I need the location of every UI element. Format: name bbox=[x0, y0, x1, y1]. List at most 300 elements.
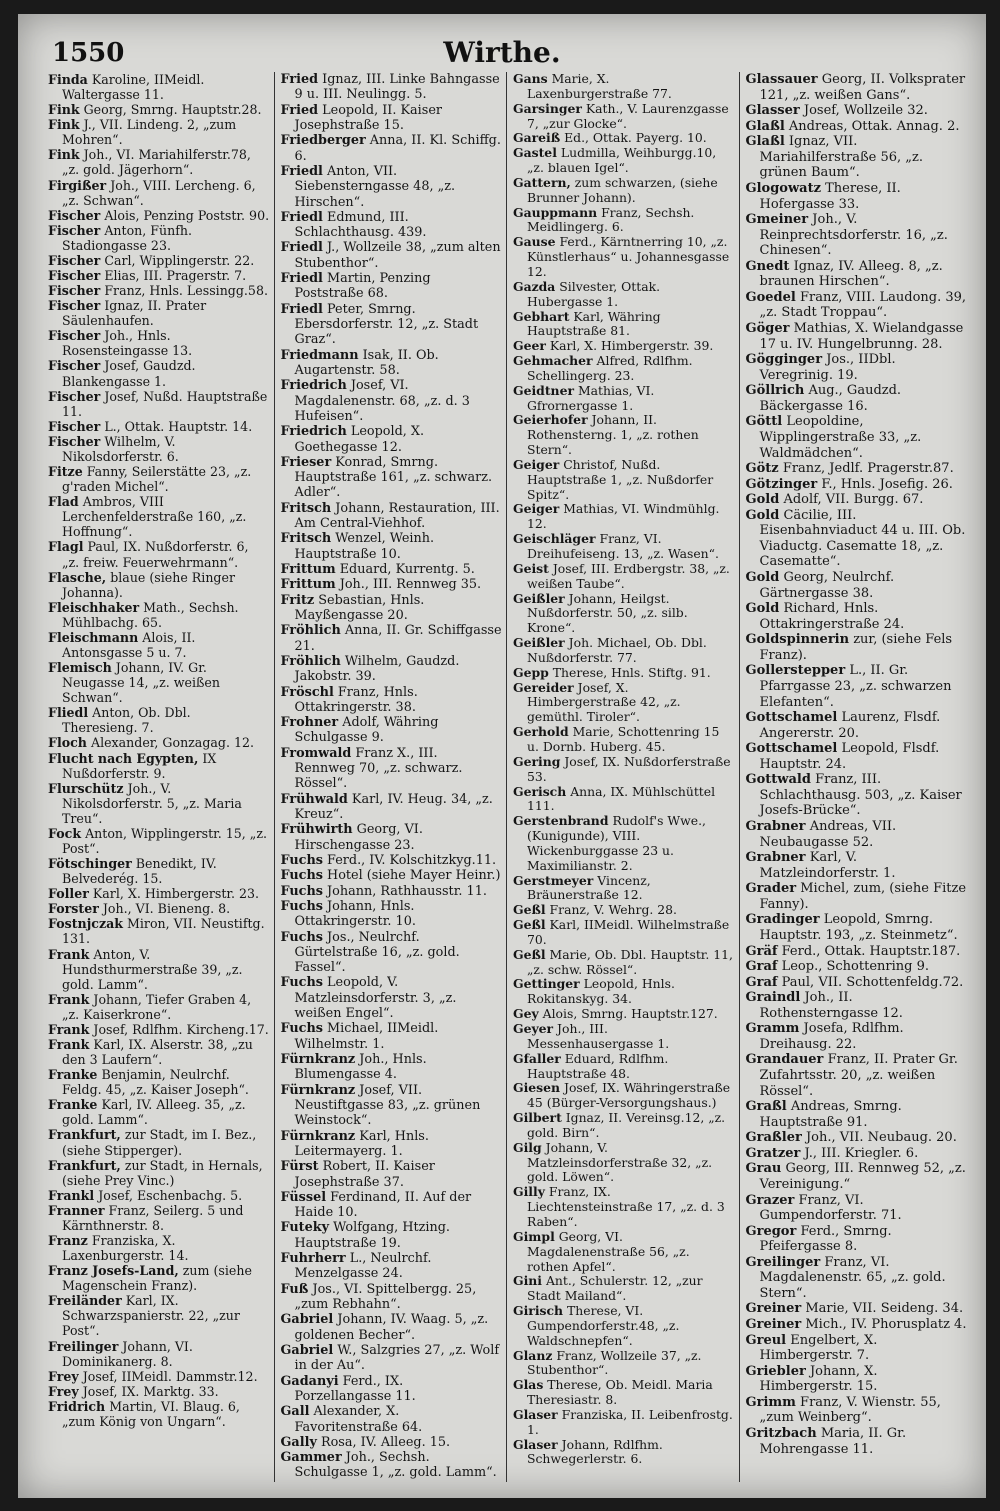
entry-text: Maria, II. Gr. Mohrengasse 11. bbox=[759, 1425, 907, 1457]
entry-name: Fuchs bbox=[280, 898, 323, 914]
directory-entry bbox=[746, 944, 969, 960]
entry-text: Leopold, Flsdf. Hauptstr. 24. bbox=[759, 741, 940, 772]
entry-name: Gerstenbrand bbox=[513, 813, 609, 829]
entry-name: Flasche, bbox=[48, 569, 107, 585]
directory-entry bbox=[48, 178, 270, 208]
entry-name: Gottschamel bbox=[745, 741, 838, 757]
directory-entry bbox=[48, 735, 270, 750]
entry-text: Marie, Schottenring 15 u. Dornb. Huberg. 45. bbox=[527, 724, 720, 754]
directory-entry bbox=[281, 884, 503, 899]
entry-name: Geißler bbox=[513, 635, 565, 651]
entry-name: Glaser bbox=[513, 1406, 558, 1422]
entry-text: Karoline, IIMeidl. Waltergasse 11. bbox=[62, 72, 205, 103]
entry-name: Grandauer bbox=[745, 1052, 824, 1068]
entry-text: Jos., Neulrchf. Gürtelstraße 16, „z. gold. Fassel“. bbox=[294, 929, 460, 976]
entry-name: Fischer bbox=[48, 433, 101, 449]
entry-text: Johann, IV. Gr. Neugasse 14, „z. weißen Schwan“. bbox=[62, 660, 220, 706]
entry-text: Franz X., III. Rennweg 70, „z. schwarz. Rössel“. bbox=[294, 745, 463, 792]
directory-entry bbox=[48, 1158, 270, 1188]
entry-text: Engelbert, X. Himbergerstr. 7. bbox=[759, 1332, 878, 1364]
directory-entry bbox=[513, 1378, 735, 1408]
entry-text: Joh., Sechsh. Schulgasse 1, „z. gold. Lamm“. bbox=[294, 1450, 497, 1481]
entry-text: Ed., Ottak. Payerg. 10. bbox=[564, 130, 707, 146]
entry-name: Frohner bbox=[280, 715, 339, 731]
directory-entry bbox=[48, 1097, 270, 1127]
directory-entry bbox=[48, 494, 270, 539]
entry-text: Benedikt, IV. Belvederég. 15. bbox=[62, 856, 217, 887]
directory-entry bbox=[746, 1364, 969, 1395]
directory-entry bbox=[513, 280, 735, 310]
directory-entry bbox=[746, 259, 969, 290]
entry-name: Fuchs bbox=[280, 883, 323, 899]
directory-entry bbox=[48, 1022, 270, 1037]
entry-text: Ignaz, III. Linke Bahngasse 9 u. III. Neulingg. 5. bbox=[294, 72, 500, 103]
directory-entry bbox=[513, 636, 735, 666]
entry-name: Glogowatz bbox=[745, 180, 821, 196]
directory-entry bbox=[746, 212, 969, 259]
entry-name: Fischer bbox=[48, 388, 101, 404]
entry-name: Gepp bbox=[513, 664, 549, 680]
entry-text: Benjamin, Neulrchf. Feldg. 45, „z. Kaiser Joseph“. bbox=[62, 1067, 249, 1098]
directory-entry bbox=[281, 455, 503, 501]
entry-text: Edmund, III. Schlachthausg. 439. bbox=[294, 209, 427, 241]
entry-name: Gini bbox=[513, 1273, 543, 1289]
entry-name: Füssel bbox=[280, 1189, 327, 1205]
directory-entry bbox=[513, 384, 735, 414]
directory-entry bbox=[48, 901, 270, 916]
directory-entry bbox=[746, 663, 969, 710]
entry-text: Marie, Ob. Dbl. Hauptstr. 11, „z. schw. Rössel“. bbox=[527, 946, 733, 977]
directory-entry bbox=[513, 903, 735, 918]
directory-entry bbox=[281, 1052, 503, 1083]
entry-text: Therese, Ob. Meidl. Maria Theresiastr. 8. bbox=[527, 1377, 713, 1408]
entry-name: Gareiß bbox=[513, 130, 561, 146]
directory-entry bbox=[513, 1111, 735, 1141]
entry-name: Gey bbox=[513, 1006, 539, 1022]
entry-text: Franz, II. Prater Gr. Zufahrtsstr. 20, „z. weißen Rössel“. bbox=[759, 1052, 958, 1099]
entry-name: Friedl bbox=[280, 240, 323, 256]
directory-entry bbox=[48, 419, 270, 434]
entry-text: Ferdinand, II. Auf der Haide 10. bbox=[294, 1189, 472, 1221]
entry-name: Forster bbox=[48, 901, 99, 917]
directory-entry bbox=[746, 601, 969, 632]
entry-text: Michael, IIMeidl. Wilhelmstr. 1. bbox=[294, 1021, 439, 1052]
entry-name: Fromwald bbox=[280, 745, 352, 761]
directory-entry bbox=[281, 1251, 503, 1282]
entry-name: Frankfurt, bbox=[48, 1127, 121, 1143]
entry-name: Grazer bbox=[745, 1192, 795, 1208]
directory-entry bbox=[513, 1230, 735, 1275]
directory-entry bbox=[48, 434, 270, 464]
directory-entry bbox=[281, 424, 503, 455]
entry-name: Fritz bbox=[280, 592, 315, 608]
entry-name: Flemisch bbox=[48, 660, 112, 676]
entry-name: Friedl bbox=[280, 163, 323, 179]
column-2 bbox=[275, 72, 508, 1482]
directory-entry bbox=[48, 947, 270, 992]
entry-text: Richard, Hnls. Ottakringerstraße 24. bbox=[759, 601, 905, 632]
directory-entry bbox=[513, 592, 735, 637]
directory-entry bbox=[281, 1190, 503, 1221]
entry-text: Therese, Hnls. Stiftg. 91. bbox=[552, 664, 711, 680]
entry-text: Leopold, Smrng. Hauptstr. 193, „z. Steinmetz“. bbox=[759, 912, 958, 943]
entry-name: Gimpl bbox=[513, 1228, 555, 1244]
directory-entry bbox=[746, 383, 969, 414]
entry-text: Alois, Penzing Poststr. 90. bbox=[104, 207, 270, 223]
directory-entry bbox=[746, 1333, 969, 1364]
entry-name: Fischer bbox=[48, 298, 101, 314]
entry-text: Karl, Währing Hauptstraße 81. bbox=[527, 308, 661, 339]
entry-text: L., II. Gr. Pfarrgasse 23, „z. schwarzen Elefanten“. bbox=[759, 663, 952, 710]
entry-text: Mathias, VI. Windmühlg. 12. bbox=[527, 501, 720, 532]
entry-text: Andreas, VII. Neubaugasse 52. bbox=[759, 819, 897, 850]
entry-text: Alexander, X. Favoritenstraße 64. bbox=[294, 1404, 423, 1435]
directory-entry bbox=[746, 772, 969, 819]
entry-name: Grader bbox=[745, 881, 797, 897]
entry-text: Adolf, Währing Schulgasse 9. bbox=[294, 715, 439, 746]
entry-text: Alois, II. Antonsgasse 5 u. 7. bbox=[62, 629, 196, 660]
directory-entry bbox=[513, 1349, 735, 1379]
entry-name: Franke bbox=[48, 1097, 98, 1113]
directory-entry bbox=[746, 990, 969, 1021]
directory-entry bbox=[281, 1312, 503, 1343]
entry-text: IX Nußdorferstr. 9. bbox=[62, 750, 217, 781]
directory-entry bbox=[281, 302, 503, 348]
column-4 bbox=[740, 72, 973, 1482]
directory-entry bbox=[48, 992, 270, 1022]
directory-entry bbox=[746, 881, 969, 912]
directory-entry bbox=[281, 654, 503, 685]
directory-entry bbox=[513, 562, 735, 592]
directory-entry bbox=[281, 240, 503, 271]
entry-text: Franz, III. Schlachthausg. 503, „z. Kaiser Josefs-Brücke“. bbox=[759, 772, 962, 819]
entry-name: Frankfurt, bbox=[48, 1157, 121, 1173]
entry-text: Anton, V. Hundsthurmerstraße 39, „z. gold. Lamm“. bbox=[62, 946, 243, 992]
entry-text: Franz, VI. Magdalenenstr. 65, „z. gold. Stern“. bbox=[759, 1254, 946, 1301]
entry-name: Geißler bbox=[513, 590, 565, 606]
directory-entry bbox=[513, 1185, 735, 1230]
entry-text: Martin, Penzing Poststraße 68. bbox=[294, 271, 431, 302]
entry-text: Josef, Eschenbachg. 5. bbox=[98, 1187, 243, 1203]
entry-name: Gfaller bbox=[513, 1050, 561, 1066]
directory-entry bbox=[48, 283, 270, 298]
entry-name: Geyer bbox=[513, 1021, 554, 1036]
entry-name: Gilbert bbox=[513, 1110, 562, 1126]
entry-name: Glanz bbox=[513, 1347, 553, 1363]
entry-text: Kath., V. Laurenzgasse 7, „zur Glocke“. bbox=[527, 100, 729, 131]
entry-name: Gollerstepper bbox=[745, 663, 846, 679]
directory-entry bbox=[746, 1193, 969, 1224]
entry-name: Franz bbox=[48, 1233, 88, 1249]
entry-text: Andreas, Smrng. Hauptstraße 91. bbox=[759, 1099, 902, 1130]
entry-text: Josef, III. Erdbergstr. 38, „z. weißen Taube“. bbox=[527, 560, 730, 591]
directory-entry bbox=[281, 133, 503, 164]
entry-text: Anton, VII. Siebensterngasse 48, „z. Hirschen“. bbox=[294, 163, 456, 210]
directory-entry bbox=[513, 206, 735, 236]
entry-text: Franz, Jedlf. Pragerstr.87. bbox=[782, 461, 954, 477]
entry-name: Fötschinger bbox=[48, 856, 132, 872]
entry-name: Geierhofer bbox=[513, 412, 588, 428]
entry-text: Silvester, Ottak. Hubergasse 1. bbox=[527, 278, 661, 309]
entry-name: Friedmann bbox=[280, 347, 359, 363]
entry-name: Frühwald bbox=[280, 791, 348, 807]
entry-name: Götz bbox=[745, 461, 779, 477]
entry-name: Gratzer bbox=[745, 1145, 801, 1161]
directory-entry bbox=[513, 235, 735, 280]
entry-name: Fleischmann bbox=[48, 629, 139, 645]
directory-entry bbox=[281, 1282, 503, 1313]
directory-entry bbox=[281, 822, 503, 853]
entry-name: Friedrich bbox=[280, 424, 347, 440]
entry-name: Frittum bbox=[280, 562, 336, 577]
directory-entry bbox=[513, 532, 735, 562]
directory-entry bbox=[513, 339, 735, 354]
directory-entry bbox=[48, 751, 270, 781]
column-3 bbox=[507, 72, 740, 1482]
entry-text: Aug., Gaudzd. Bäckergasse 16. bbox=[759, 383, 902, 414]
entry-text: Johann, IV. Waag. 5, „z. goldenen Becher“. bbox=[294, 1312, 489, 1343]
directory-entry bbox=[513, 874, 735, 904]
entry-text: Ludmilla, Weihburgg.10, „z. blauen Igel“. bbox=[527, 145, 717, 176]
entry-name: Grau bbox=[745, 1161, 782, 1177]
directory-entry bbox=[513, 310, 735, 340]
directory-entry bbox=[48, 298, 270, 328]
entry-text: Therese, II. Hofergasse 33. bbox=[759, 180, 901, 212]
directory-entry bbox=[746, 710, 969, 741]
entry-name: Geidtner bbox=[513, 382, 574, 398]
entry-name: Fritsch bbox=[280, 531, 332, 547]
entry-name: Gerstmeyer bbox=[513, 872, 594, 888]
entry-text: Vincenz, Bräunerstraße 12. bbox=[527, 872, 651, 903]
directory-entry bbox=[48, 389, 270, 419]
entry-text: Joh., II. Rothensterngasse 12. bbox=[759, 990, 903, 1021]
directory-entry bbox=[281, 531, 503, 562]
entry-name: Fuchs bbox=[280, 1021, 323, 1037]
directory-entry bbox=[48, 856, 270, 886]
entry-text: Wilhelm, Gaudzd. Jakobstr. 39. bbox=[294, 653, 460, 685]
entry-name: Gilg bbox=[513, 1139, 542, 1155]
directory-entry bbox=[513, 1052, 735, 1082]
directory-entry bbox=[281, 501, 503, 532]
entry-name: Frank bbox=[48, 1037, 90, 1052]
directory-entry bbox=[746, 119, 969, 135]
entry-name: Fischer bbox=[48, 328, 101, 344]
directory-entry bbox=[48, 660, 270, 705]
entry-text: Anton, Wipplingerstr. 15, „z. Post“. bbox=[62, 825, 267, 856]
directory-entry bbox=[746, 1224, 969, 1255]
entry-name: Freiländer bbox=[48, 1293, 122, 1309]
entry-text: Anton, Fünfh. Stadiongasse 23. bbox=[62, 222, 193, 253]
entry-name: Fried bbox=[280, 102, 319, 118]
directory-entry bbox=[281, 868, 503, 883]
directory-entry bbox=[48, 1263, 270, 1293]
entry-text: zur, (siehe Fels Franz). bbox=[759, 632, 953, 663]
entry-text: Ignaz, IV. Alleeg. 8, „z. braunen Hirschen“. bbox=[759, 258, 943, 290]
entry-text: Karl, IIMeidl. Wilhelmstraße 70. bbox=[527, 917, 730, 947]
entry-text: Josefa, Rdlfhm. Dreihausg. 22. bbox=[759, 1021, 904, 1052]
entry-text: Josef, IIMeidl. Dammstr.12. bbox=[82, 1368, 258, 1384]
entry-name: Glaser bbox=[513, 1436, 558, 1452]
directory-entry bbox=[513, 1304, 735, 1349]
entry-text: Georg, Smrng. Hauptstr.28. bbox=[83, 102, 262, 118]
directory-entry bbox=[48, 223, 270, 253]
entry-name: Fröschl bbox=[280, 684, 334, 700]
directory-entry bbox=[513, 1141, 735, 1186]
entry-name: Fleischhaker bbox=[48, 599, 140, 615]
directory-entry bbox=[513, 755, 735, 785]
entry-name: Fliedl bbox=[48, 705, 89, 721]
directory-entry bbox=[281, 1450, 503, 1481]
entry-text: Josef, IX. Währingerstraße 45 (Bürger-Versorgungshaus.) bbox=[527, 1080, 731, 1111]
entry-name: Giesen bbox=[513, 1080, 561, 1096]
entry-name: Gauppmann bbox=[513, 204, 598, 220]
directory-entry bbox=[48, 1233, 270, 1263]
entry-name: Frieser bbox=[280, 454, 332, 470]
entry-text: Georg, VI. Magdalenenstraße 56, „z. rothen Apfel“. bbox=[527, 1228, 690, 1274]
directory-entry bbox=[746, 632, 969, 663]
entry-name: Gold bbox=[745, 507, 780, 523]
entry-text: Karl, IX. Alserstr. 38, „zu den 3 Laufern“. bbox=[62, 1037, 253, 1068]
entry-name: Geßl bbox=[513, 917, 546, 933]
directory-entry bbox=[48, 1037, 270, 1067]
directory-entry bbox=[746, 819, 969, 850]
directory-entry bbox=[513, 725, 735, 755]
entry-text: zum (siehe Magenschein Franz). bbox=[62, 1263, 252, 1294]
entry-text: Martin, VI. Blaug. 6, „zum König von Ungarn“. bbox=[62, 1398, 240, 1429]
directory-entry bbox=[513, 785, 735, 815]
directory-entry bbox=[746, 1052, 969, 1099]
entry-name: Gold bbox=[745, 601, 780, 617]
entry-name: Garsinger bbox=[513, 100, 582, 116]
entry-name: Greiner bbox=[745, 1301, 802, 1317]
directory-entry bbox=[281, 1220, 503, 1251]
directory-entry bbox=[746, 72, 969, 103]
entry-name: Gall bbox=[280, 1404, 310, 1420]
entry-name: Gnedt bbox=[745, 258, 790, 274]
entry-name: Graßl bbox=[745, 1099, 787, 1115]
entry-text: Adolf, VII. Burgg. 67. bbox=[783, 492, 924, 508]
directory-entry bbox=[48, 147, 270, 177]
entry-name: Fink bbox=[48, 102, 80, 118]
entry-name: Fostnjczak bbox=[48, 916, 123, 932]
directory-entry bbox=[48, 1067, 270, 1097]
entry-text: Franz, VI. Gumpendorferstr. 71. bbox=[759, 1192, 902, 1224]
directory-entry bbox=[48, 886, 270, 901]
entry-text: Johann, Hnls. Ottakringerstr. 10. bbox=[294, 898, 416, 930]
entry-name: Geischläger bbox=[513, 531, 596, 547]
directory-entry bbox=[513, 1007, 735, 1022]
entry-text: Leopold, II. Kaiser Josephstraße 15. bbox=[294, 102, 443, 133]
directory-entry bbox=[281, 72, 503, 103]
entry-text: zum schwarzen, (siehe Brunner Johann). bbox=[527, 174, 718, 205]
page-number: 1550 bbox=[52, 38, 125, 68]
entry-name: Glassauer bbox=[745, 72, 818, 87]
entry-text: Ferd., IX. Porzellangasse 11. bbox=[294, 1373, 416, 1404]
directory-entry bbox=[746, 461, 969, 477]
entry-text: Wilhelm, V. Nikolsdorferstr. 6. bbox=[62, 433, 179, 464]
entry-name: Göttl bbox=[745, 414, 783, 430]
directory-entry bbox=[513, 1408, 735, 1438]
directory-entry bbox=[48, 1188, 270, 1203]
directory-entry bbox=[281, 1343, 503, 1374]
entry-text: Johann, II. Rothensterng. 1, „z. rothen Stern“. bbox=[527, 412, 699, 458]
directory-entry bbox=[281, 853, 503, 868]
entry-text: Josef, IX. Nußdorferstraße 53. bbox=[527, 753, 731, 784]
entry-text: Paul, VII. Schottenfeldg.72. bbox=[781, 974, 964, 990]
entry-text: Johann, Restauration, III. Am Central-Viehhof. bbox=[294, 500, 500, 532]
directory-entry bbox=[48, 916, 270, 946]
entry-name: Fischer bbox=[48, 252, 101, 268]
entry-text: Hotel (siehe Mayer Heinr.) bbox=[327, 868, 501, 884]
entry-name: Gramm bbox=[745, 1021, 800, 1037]
directory-entry bbox=[513, 666, 735, 681]
entry-text: Joh. Michael, Ob. Dbl. Nußdorferstr. 77. bbox=[527, 635, 707, 665]
entry-name: Göllrich bbox=[745, 383, 805, 399]
directory-entry bbox=[746, 181, 969, 212]
entry-name: Glaßl bbox=[745, 118, 785, 134]
entry-text: Johann, V. Matzleinsdorferstraße 32, „z. gold. Löwen“. bbox=[527, 1139, 713, 1185]
entry-name: Fischer bbox=[48, 268, 101, 284]
directory-page bbox=[18, 14, 986, 1498]
entry-text: Franz, VI. Dreihufeiseng. 13, „z. Wasen“. bbox=[527, 531, 719, 561]
directory-entry bbox=[281, 164, 503, 210]
entry-name: Fürst bbox=[280, 1159, 319, 1175]
entry-text: Ambros, VIII Lerchenfelderstraße 160, „z. Hoffnung“. bbox=[62, 494, 247, 540]
entry-text: Georg, III. Rennweg 52, „z. Vereinigung.“ bbox=[759, 1161, 966, 1192]
directory-entry bbox=[281, 1374, 503, 1405]
entry-text: Paul, IX. Nußdorferstr. 6, „z. freiw. Feuerwehrmann“. bbox=[62, 539, 249, 570]
entry-name: Glasser bbox=[745, 103, 800, 119]
entry-name: Frey bbox=[48, 1368, 79, 1384]
entry-text: Georg, VI. Hirschengasse 23. bbox=[294, 822, 423, 853]
directory-entry bbox=[513, 1274, 735, 1304]
entry-name: Friedl bbox=[280, 271, 323, 287]
directory-entry bbox=[48, 630, 270, 660]
entry-name: Frank bbox=[48, 1021, 90, 1037]
entry-name: Graindl bbox=[745, 990, 801, 1006]
entry-text: Franziska, X. Laxenburgerstr. 14. bbox=[62, 1233, 189, 1264]
entry-text: Georg, Neulrchf. Gärtnergasse 38. bbox=[759, 570, 895, 601]
entry-text: W., Salzgries 27, „z. Wolf in der Au“. bbox=[294, 1342, 500, 1374]
directory-entry bbox=[513, 458, 735, 503]
directory-entry bbox=[48, 117, 270, 147]
entry-name: Geiger bbox=[513, 456, 560, 472]
entry-text: Ignaz, VII. Mariahilferstraße 56, „z. grünen Baum“. bbox=[759, 134, 923, 181]
directory-entry bbox=[746, 477, 969, 493]
entry-name: Freilinger bbox=[48, 1338, 119, 1354]
directory-entry bbox=[746, 492, 969, 508]
entry-name: Gering bbox=[513, 753, 561, 769]
entry-text: Franz, Sechsh. Meidlingerg. 6. bbox=[527, 204, 695, 235]
entry-name: Fröhlich bbox=[280, 653, 341, 669]
directory-entry bbox=[746, 1301, 969, 1317]
entry-text: F., Hnls. Josefig. 26. bbox=[821, 476, 953, 492]
entry-text: L., Neulrchf. Menzelgasse 24. bbox=[294, 1251, 432, 1282]
entry-name: Finda bbox=[48, 72, 88, 87]
entry-text: Mathias, X. Wielandgasse 17 u. IV. Hungelbrunng. 28. bbox=[759, 321, 964, 352]
entry-name: Fischer bbox=[48, 283, 101, 299]
entry-text: Joh., V. Nikolsdorferstr. 5, „z. Maria Treu“. bbox=[62, 780, 242, 826]
entry-name: Fock bbox=[48, 825, 82, 841]
entry-name: Geßl bbox=[513, 902, 546, 918]
directory-entry bbox=[513, 502, 735, 532]
entry-text: Isak, II. Ob. Augartenstr. 58. bbox=[294, 347, 439, 378]
directory-entry bbox=[746, 1146, 969, 1162]
entry-text: Peter, Smrng. Ebersdorferstr. 12, „z. Stadt Graz“. bbox=[294, 301, 479, 348]
entry-text: Ferd., IV. Kolschitzkyg.11. bbox=[327, 852, 497, 868]
directory-entry bbox=[281, 1435, 503, 1450]
entry-name: Futeky bbox=[280, 1220, 330, 1236]
